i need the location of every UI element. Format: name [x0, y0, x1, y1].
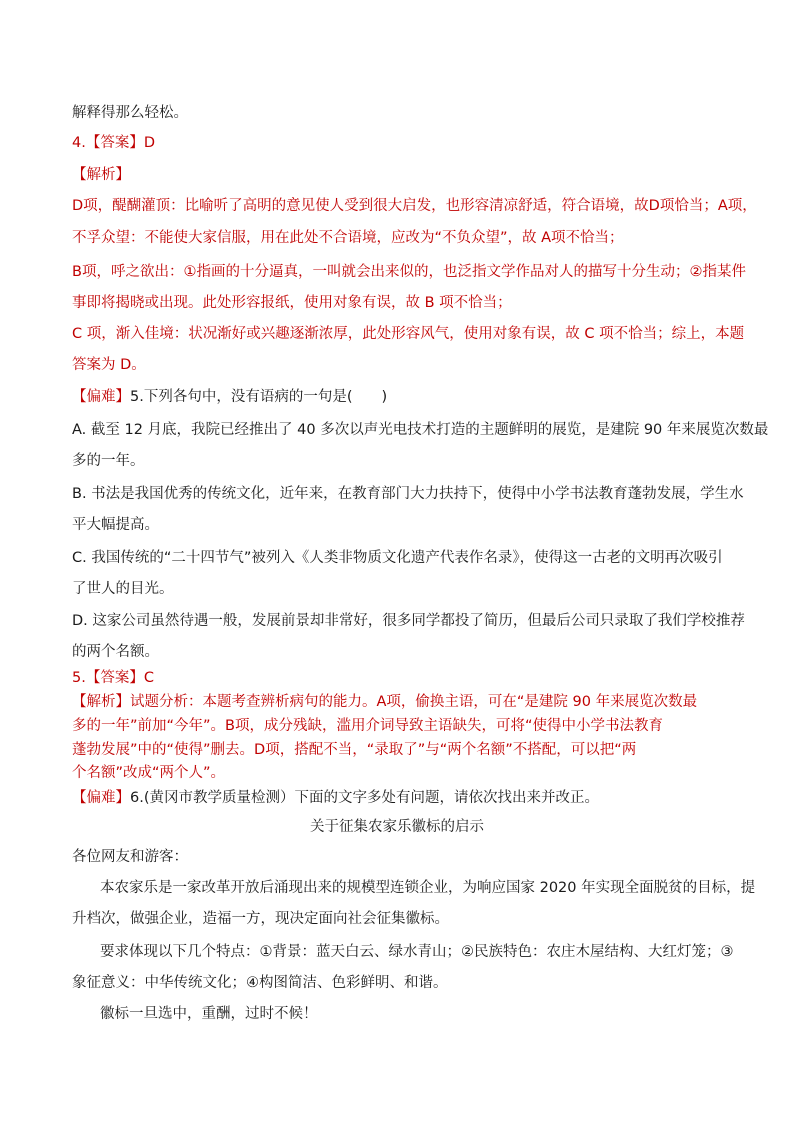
analysis-text: 答案为 D。	[72, 357, 146, 373]
answer-label-4: 4.【答案】D	[72, 135, 155, 151]
analysis-text: 蓬勃发展”中的“使得”删去。D项，搭配不当，“录取了”与“两个名额”不搭配，可以把“两	[72, 742, 637, 758]
option-a: A. 截至 12 月底，我院已经推出了 40 多次以声光电技术打造的主题鲜明的展览，是建院 90 年来展览次数最	[72, 422, 769, 438]
option-a-cont: 多的一年。	[72, 453, 145, 469]
question-6-stem	[72, 789, 599, 807]
analysis-text: C 项，渐入佳境：状况渐好或兴趣逐渐浓厚，此处形容风气，使用对象有误，故 C 项不恰当；综上，本题	[72, 326, 745, 342]
option-c: C. 我国传统的“二十四节气”被列入《人类非物质文化遗产代表作名录》，使得这一古老的文明再次吸引	[72, 550, 723, 566]
analysis-5	[72, 693, 697, 711]
difficulty-tag: 【偏难】	[72, 389, 130, 405]
notice-paragraph: 本农家乐是一家改革开放后涌现出来的规模型连锁企业，为响应国家 2020 年实现全面脱贫的目标，提	[100, 880, 756, 896]
notice-paragraph-cont: 象征意义：中华传统文化；④构图简洁、色彩鲜明、和谐。	[72, 975, 448, 991]
question-5-stem	[72, 388, 387, 406]
question-text: 5.下列各句中，没有语病的一句是( )	[130, 389, 388, 405]
analysis-text: 个名额”改成“两个人”。	[72, 765, 226, 781]
analysis-text: 多的一年”前加“今年”。B项，成分残缺，滥用介词导致主语缺失，可将“使得中小学书法教育	[72, 718, 663, 734]
analysis-text: 事即将揭晓或出现。此处形容报纸，使用对象有误，故 B 项不恰当；	[72, 295, 512, 311]
option-b: B. 书法是我国优秀的传统文化，近年来，在教育部门大力扶持下，使得中小学书法教育蓬勃发展，学生水	[72, 486, 744, 502]
analysis-text: 不孚众望：不能使大家信服，用在此处不合语境，应改为“不负众望”，故 A项不恰当；	[72, 230, 624, 246]
option-b-cont: 平大幅提高。	[72, 517, 159, 533]
analysis-text: D项，醍醐灌顶：比喻听了高明的意见使人受到很大启发，也形容清凉舒适，符合语境，故D项恰当；A项，	[72, 198, 757, 214]
answer-label-5: 5.【答案】C	[72, 670, 154, 686]
analysis-label: 【解析】	[72, 694, 130, 710]
text-line: 解释得那么轻松。	[72, 105, 188, 121]
question-text: 6.(黄冈市教学质量检测）下面的文字多处有问题，请依次找出来并改正。	[130, 790, 599, 806]
notice-salutation: 各位网友和游客：	[72, 849, 188, 865]
notice-paragraph: 徽标一旦选中，重酬，过时不候！	[100, 1006, 318, 1022]
analysis-text: 试题分析：本题考查辨析病句的能力。A项，偷换主语，可在“是建院 90 年来展览次数最	[130, 694, 698, 710]
option-c-cont: 了世人的目光。	[72, 581, 174, 597]
difficulty-tag: 【偏难】	[72, 790, 130, 806]
analysis-label: 【解析】	[72, 167, 130, 183]
option-d: D. 这家公司虽然待遇一般，发展前景却非常好，很多同学都投了简历，但最后公司只录取了我们学校推荐	[72, 613, 745, 629]
analysis-text: B项，呼之欲出：①指画的十分逼真，一叫就会出来似的，也泛指文学作品对人的描写十分生动；②指某件	[72, 264, 746, 280]
notice-title: 关于征集农家乐徽标的启示	[310, 819, 484, 835]
notice-paragraph-cont: 升档次，做强企业，造福一方，现决定面向社会征集徽标。	[72, 911, 449, 927]
option-d-cont: 的两个名额。	[72, 644, 159, 660]
notice-paragraph: 要求体现以下几个特点：①背景：蓝天白云、绿水青山；②民族特色：农庄木屋结构、大红灯笼；③	[100, 944, 734, 960]
